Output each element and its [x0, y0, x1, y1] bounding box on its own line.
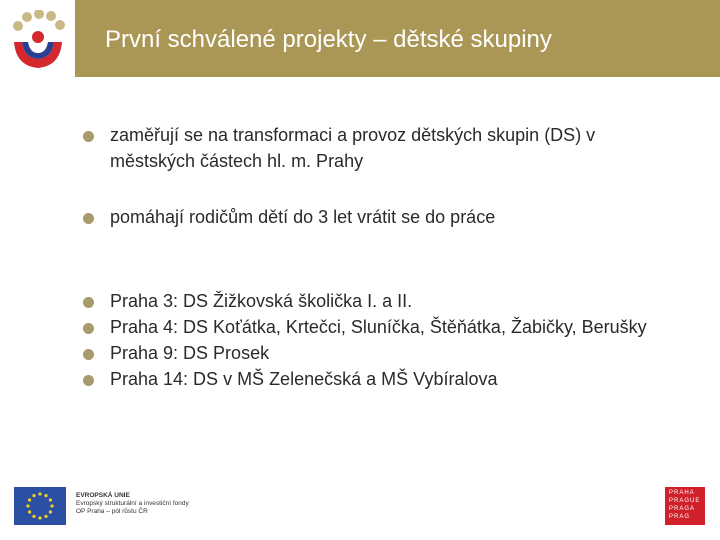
praha-line: PRAGA: [669, 506, 696, 512]
bullet-item: [82, 122, 682, 174]
page-title: První schválené projekty – dětské skupiny: [105, 26, 552, 53]
bullet-dot-icon: [83, 297, 94, 308]
bullet-text: zaměřují se na transformaci a provoz dětských skupin (DS) v městských částech hl. m. Prahy: [110, 125, 596, 171]
bullet-item: [82, 314, 682, 340]
bullet-item: [82, 366, 682, 392]
bullet-text: Praha 3: DS Žižkovská školička I. a II.: [110, 291, 413, 311]
bullet-text: Praha 9: DS Prosek: [110, 343, 270, 363]
bullet-text: pomáhají rodičům dětí do 3 let vrátit se do práce: [110, 207, 496, 227]
bullet-dot-icon: [83, 213, 94, 224]
project-logo-icon: [8, 10, 68, 74]
praha-logo: [665, 487, 705, 525]
bullet-item: [82, 340, 682, 366]
bullet-dot-icon: [83, 323, 94, 334]
eu-line-2: OP Praha – pól růstu ČR: [76, 508, 148, 515]
praha-line: PRAGUE: [669, 498, 701, 504]
eu-name: EVROPSKÁ UNIE: [76, 492, 130, 499]
bullet-item: [82, 204, 682, 230]
bullet-list: [82, 122, 682, 392]
praha-line: PRAG: [669, 514, 691, 520]
bullet-dot-icon: [83, 131, 94, 142]
eu-flag-icon: [14, 487, 66, 525]
eu-funding-text: [76, 492, 189, 516]
title-bar: [75, 0, 720, 77]
eu-line-1: Evropský strukturální a investiční fondy: [76, 500, 189, 507]
bullet-dot-icon: [83, 349, 94, 360]
bullet-text: Praha 14: DS v MŠ Zelenečská a MŠ Vybíralova: [110, 369, 498, 389]
bullet-item: [82, 288, 682, 314]
bullet-text: Praha 4: DS Koťátka, Krtečci, Sluníčka, Štěňátka, Žabičky, Berušky: [110, 317, 647, 337]
bullet-dot-icon: [83, 375, 94, 386]
praha-line: PRAHA: [669, 490, 695, 496]
